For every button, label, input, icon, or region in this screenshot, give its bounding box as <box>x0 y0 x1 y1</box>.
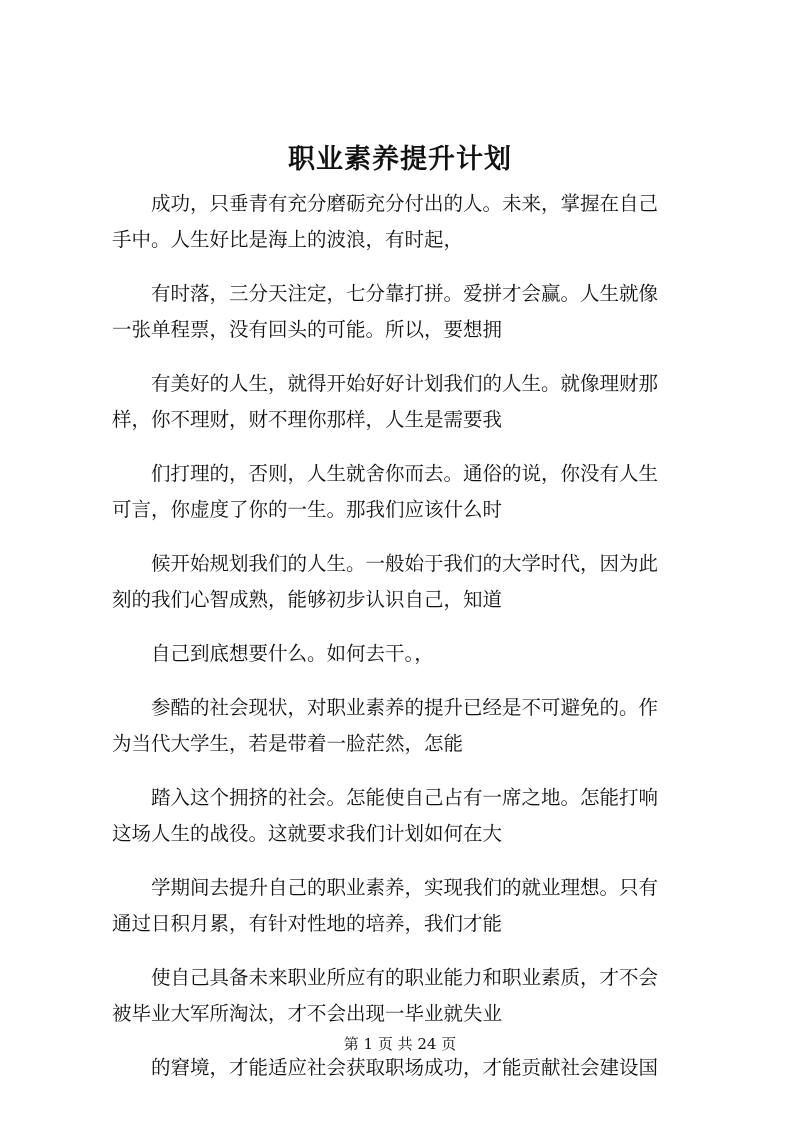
text-line: 候开始规划我们的人生。一般始于我们的大学时代，因为此 <box>151 552 659 575</box>
text-line: 成功，只垂青有充分磨砺充分付出的人。未来，掌握在自己 <box>151 192 659 215</box>
text-line: 手中。人生好比是海上的波浪，有时起， <box>112 228 464 251</box>
paragraph <box>112 1050 702 1086</box>
paragraph <box>112 690 702 762</box>
text-line: 刻的我们心智成熟，能够初步认识自己，知道 <box>112 588 503 611</box>
paragraph <box>112 546 702 618</box>
text-line: 有美好的人生，就得开始好好计划我们的人生。就像理财那 <box>151 372 659 395</box>
text-line: 一张单程票，没有回头的可能。所以，要想拥 <box>112 318 503 341</box>
text-line: 参酷的社会现状，对职业素养的提升已经是不可避免的。作 <box>151 696 659 719</box>
paragraph <box>112 870 702 942</box>
paragraph <box>112 456 702 528</box>
document-title: 职业素养提升计划 <box>288 144 512 175</box>
text-line: 这场人生的战役。这就要求我们计划如何在大 <box>112 822 503 845</box>
document-body <box>112 186 702 1104</box>
paragraph <box>112 960 702 1032</box>
text-line: 为当代大学生，若是带着一脸茫然，怎能 <box>112 732 464 755</box>
text-line: 有时落，三分天注定，七分靠打拼。爱拼才会赢。人生就像 <box>151 282 659 305</box>
text-line: 踏入这个拥挤的社会。怎能使自己占有一席之地。怎能打响 <box>151 786 659 809</box>
text-line: 可言，你虚度了你的一生。那我们应该什么时 <box>112 498 503 521</box>
text-line: 样，你不理财，财不理你那样，人生是需要我 <box>112 408 503 431</box>
text-line: 自己到底想要什么。如何去干。， <box>151 642 434 665</box>
paragraph <box>112 186 702 258</box>
page-footer: 第 1 页 共 24 页 <box>343 1035 457 1053</box>
text-line: 的窘境，才能适应社会获取职场成功，才能贡献社会建设国 <box>151 1056 659 1079</box>
paragraph <box>112 366 702 438</box>
paragraph <box>112 636 702 672</box>
paragraph <box>112 276 702 348</box>
paragraph <box>112 780 702 852</box>
text-line: 使自己具备未来职业所应有的职业能力和职业素质，才不会 <box>151 966 659 989</box>
text-line: 通过日积月累，有针对性地的培养，我们才能 <box>112 912 503 935</box>
text-line: 学期间去提升自己的职业素养，实现我们的就业理想。只有 <box>151 876 659 899</box>
text-line: 们打理的，否则，人生就舍你而去。通俗的说，你没有人生 <box>151 462 659 485</box>
text-line: 被毕业大军所淘汰，才不会出现一毕业就失业 <box>112 1002 503 1025</box>
